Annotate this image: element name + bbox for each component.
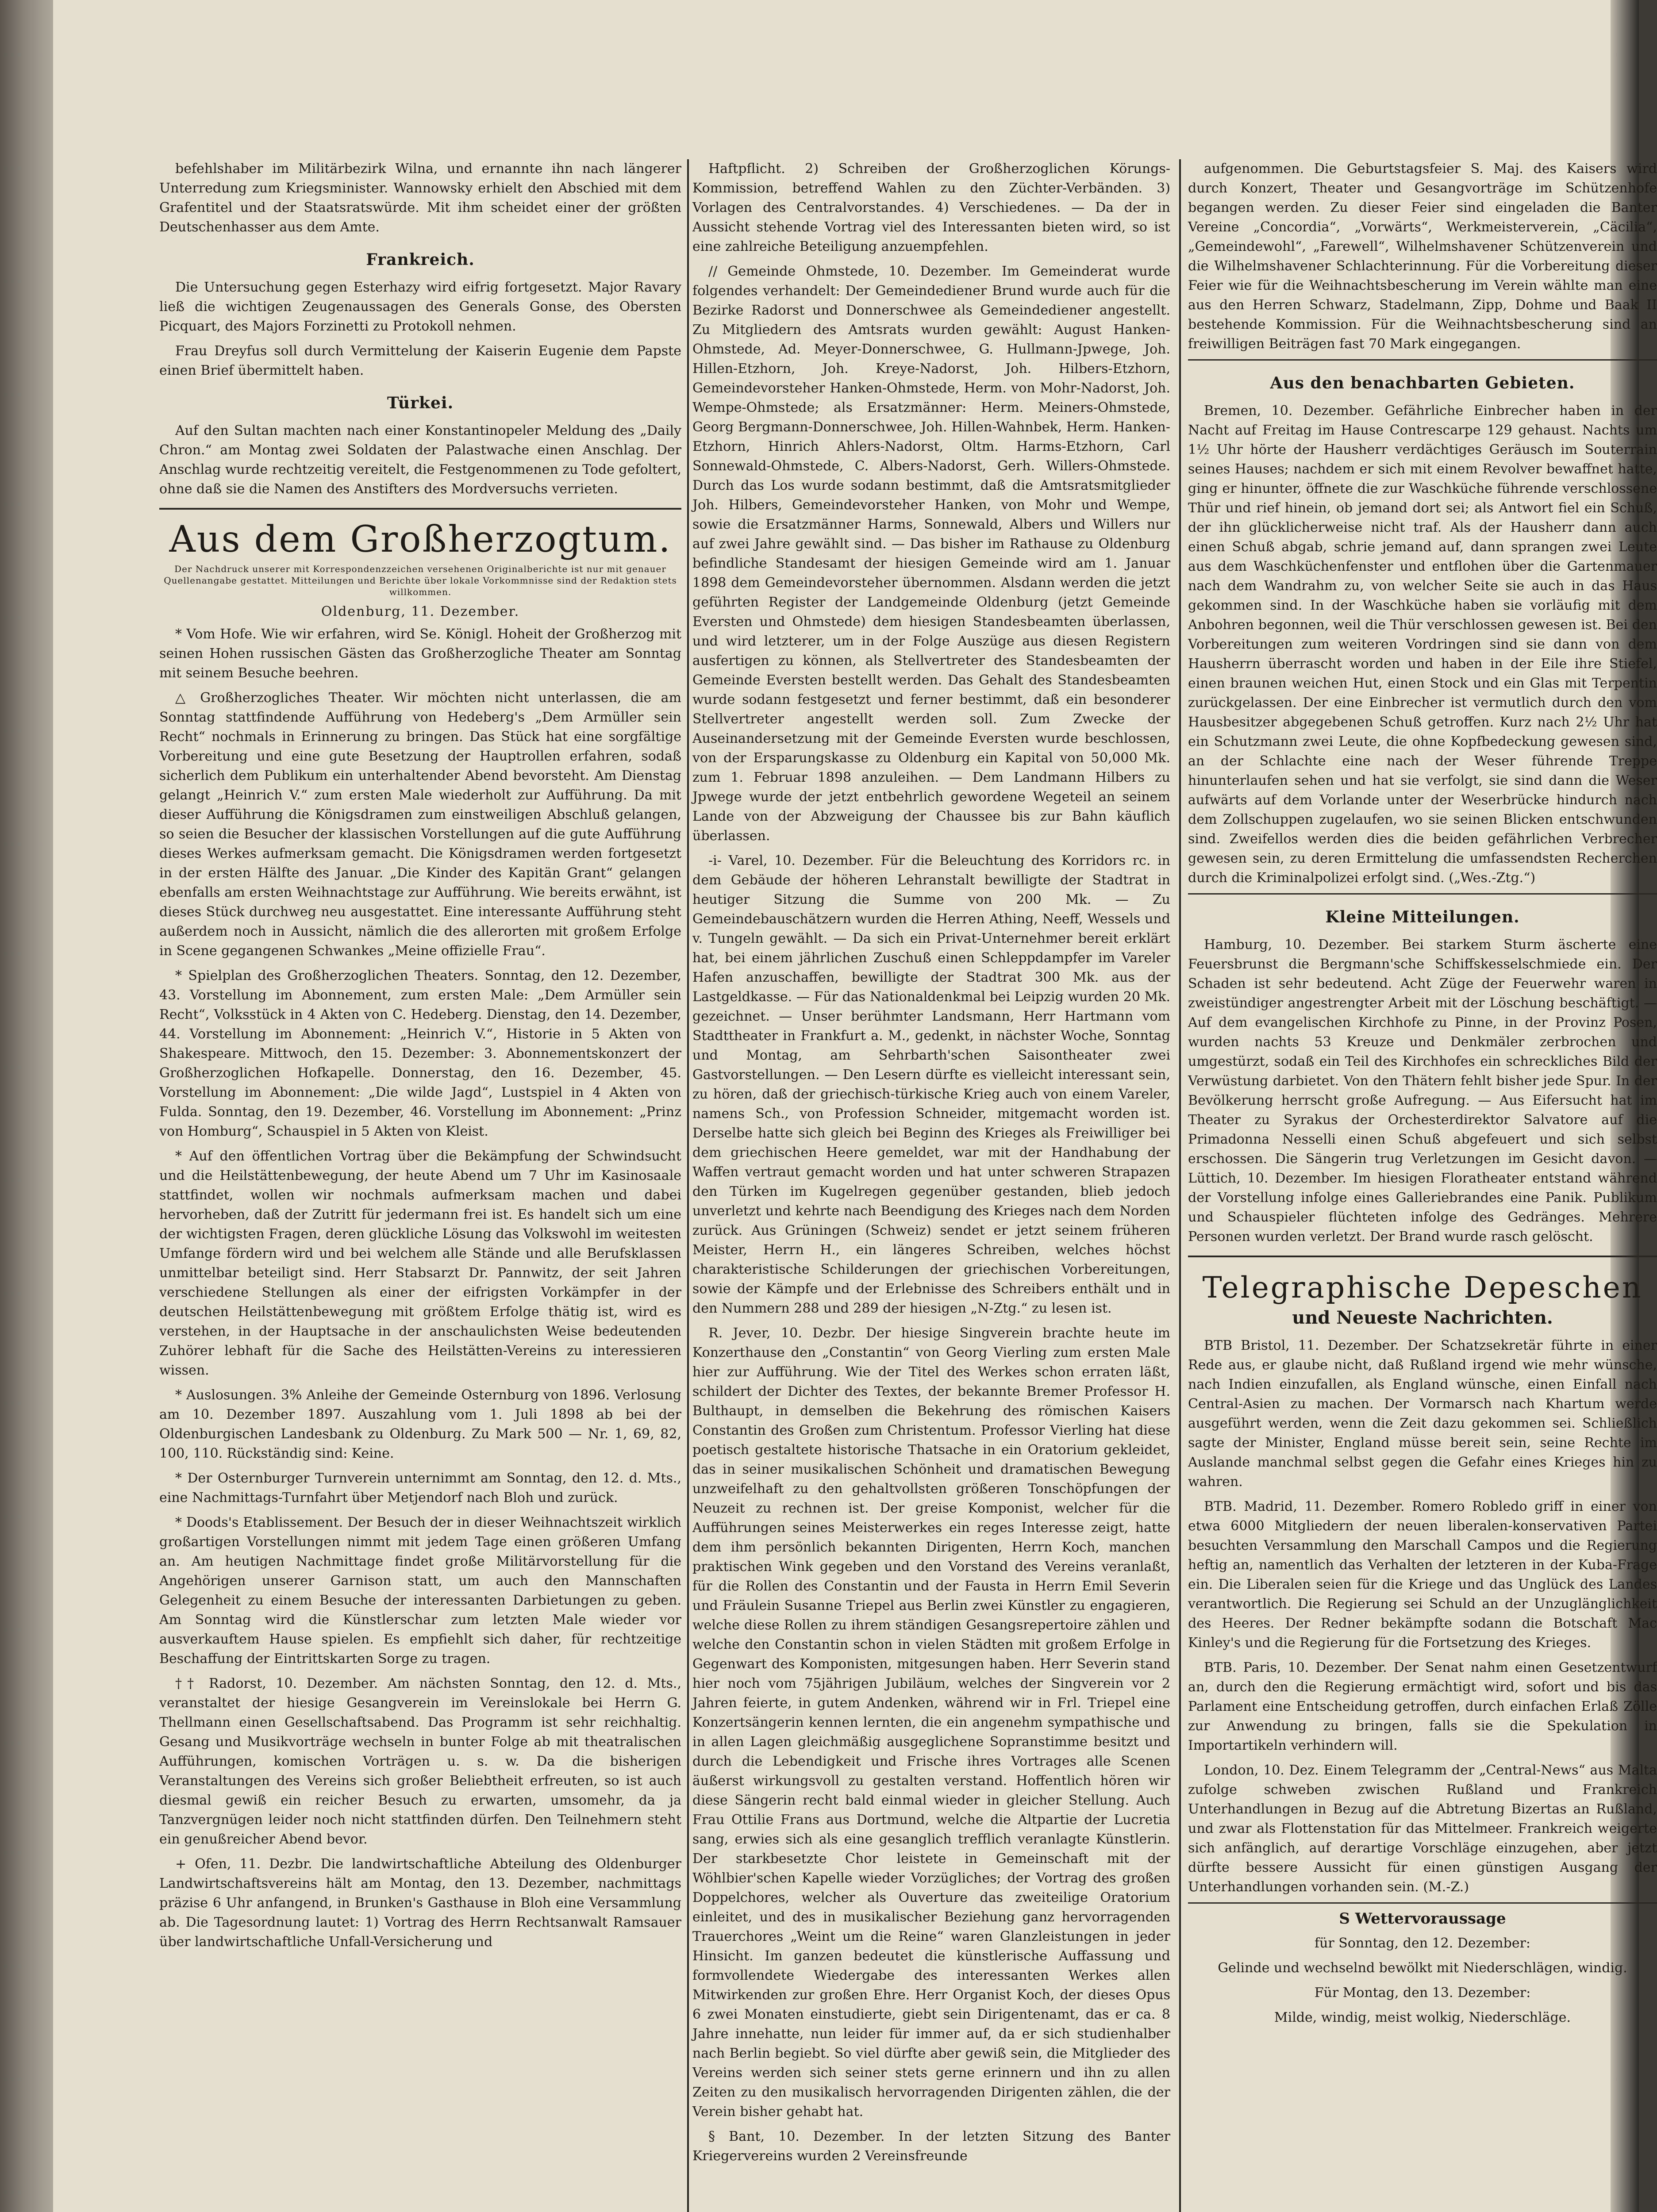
article-bant: § Bant, 10. Dezember. In der letzten Sitzung des Banter Kriegervereins wurden 2 Vereinsfreunde: [692, 2129, 1170, 2164]
article-theater: △ Großherzogliches Theater. Wir möchten nicht unterlassen, die am Sonntag stattfindende Aufführung von Hedeberg's „Dem Armüller sein Recht“ nochmals in Erinnerung zu bringen. Das Stück hat eine sorgfältige Vorbereitung und eine gute Besetzung der Hauptrollen erfahren, sodaß sicherlich dem Publikum ein unterhaltender Abend bevorsteht. Am Dienstag gelangt „Heinrich V.“ zum ersten Male wiederholt zur Aufführung. Da mit dieser Aufführung die Königsdramen zum einstweiligen Abschluß gelangen, so seien die Besucher der klassischen Vorstellungen auf die gute Aufführung dieses Werkes aufmerksam gemacht. Die Königsdramen werden fortgesetzt in der ersten Hälfte des Januar. „Die Kinder des Kapitän Grant“ gelangen ebenfalls am ersten Weihnachtstage zur Aufführung. Wie bereits erwähnt, ist dieses Stück durchweg neu ausgestattet. Eine interessante Aufführung steht außerdem noch in Aussicht, nämlich die des allerorten mit großem Erfolge in Scene gegangenen Schwankes „Meine offizielle Frau“.: [159, 690, 681, 959]
article-jever: R. Jever, 10. Dezbr. Der hiesige Singverein brachte heute im Konzerthause den „Constantin“ von Georg Vierling zum ersten Male hier zur Aufführung. Wie der Titel des Werkes schon erraten läßt, schildert der Dichter des Textes, der bekannte Bremer Professor H. Bulthaupt, in demselben die Bekehrung des römischen Kaisers Constantin des Großen zum Christentum. Professor Vierling hat diese poetisch gestaltete historische Thatsache in ein Oratorium gekleidet, das in seiner musikalischen Schönheit und dramatischen Bewegung unzweifelhaft zu den gehaltvollsten größeren Tonschöpfungen der Neuzeit zu rechnen ist. Der greise Komponist, welcher für die Aufführungen seines Meisterwerkes ein reges Interesse zeigt, hatte dem ihm persönlich bekannten Dirigenten, Herrn Koch, manchen praktischen Wink gegeben und den Vorstand des Vereins veranlaßt, für die Rollen des Constantin und der Fausta in Herrn Emil Severin und Fräulein Susanne Triepel aus Berlin zwei Künstler zu engagieren, welche diese Rollen zu ihrem ständigen Gesangsrepertoire zählen und welche den Constantin schon in vielen Städten mit großem Erfolge in Gegenwart des Komponisten, mitgesungen haben. Herr Severin stand hier noch vom 75jährigen Jubiläum, welches der Singverein vor 2 Jahren feierte, in gutem Andenken, während wir in Frl. Triepel eine Konzertsängerin kennen lernten, die ein angenehm sympathische und in allen Lagen gleichmäßig ausgeglichene Sopranstimme besitzt und durch die Lebendigkeit und Frische ihres Vortrages alle Scenen äußerst wirkungsvoll zu gestalten verstand. Hoffentlich hören wir diese Sängerin recht bald einmal wieder in gleicher Stellung. Auch Frau Ottilie Frans aus Dortmund, welche die Altpartie der Lucretia sang, erwies sich als eine gesanglich trefflich veranlagte Künstlerin. Der starkbesetzte Chor leistete in Gemeinschaft mit der Wöhlbier'schen Kapelle wieder Vorzügliches; der Vortrag des großen Doppelchores, welcher als Ouverture das zweiteilige Oratorium einleitet, und des in musikalischer Beziehung ganz hervorragenden Trauerchores „Weint um die Reine“ waren Glanzleistungen in jeder Hinsicht. Im ganzen bedeutet die künstlerische Auffassung und formvollendete Wiedergabe des interessanten Werkes allen Mitwirkenden zur großen Ehre. Herr Organist Koch, der dieses Opus 6 zwei Monaten einstudierte, giebt sein Dirigentenamt, das er ca. 8 Jahre innehatte, nun leider für immer auf, da er sich studienhalber nach Berlin begiebt. So viel dürfte aber gewiß sein, die Mitglieder des Vereins werden sich seiner stets gerne erinnern und ihn zu allen Zeiten zu den musikalisch hervorragenden Dirigenten zählen, die der Verein bisher gehabt hat.: [692, 1325, 1170, 2120]
article-bant-cont: aufgenommen. Die Geburtstagsfeier S. Maj. des Kaisers wird durch Konzert, Theater und Gesangvorträge im Schützenhofe begangen werden. Zu dieser Feier sind eingeladen die Banter Vereine „Concordia“, „Vorwärts“, Werkmeisterverein, „Cäcilia“, „Gemeindewohl“, „Farewell“, Wilhelmshavener Schützenverein und die Wilhelmshavener Schlachterinnung. Für die Vorbereitung dieser Feier wie für die Weihnachtsbescherung im Verein wählte man eine aus den Herren Schwarz, Stadelmann, Zipp, Dohme und Baak II bestehende Kommission. Für die Weihnachtsbescherung sind an freiwilligen Beiträgen fast 70 Mark eingegangen.: [1188, 161, 1657, 352]
article-paris: BTB. Paris, 10. Dezember. Der Senat nahm einen Gesetzentwurf an, durch den die Regierung ermächtigt wird, sofort und bis das Parlament eine Entscheidung getroffen, durch einfachen Erlaß Zölle zur Anwendung zu bringen, falls sie die Spekulation in Importartikeln verhindern will.: [1188, 1660, 1657, 1753]
column-middle: [692, 159, 1170, 2212]
article-kleine-mitteilungen: Hamburg, 10. Dezember. Bei starkem Sturm äscherte eine Feuersbrunst die Bergmann'sche Schiffskesselschmiede ein. Der Schaden ist sehr bedeutend. Acht Züge der Feuerwehr waren in zweistündiger angestrengter Arbeit mit der Löschung beschäftigt. — Auf dem evangelischen Kirchhofe zu Pinne, in der Provinz Posen, wurden nachts 53 Kreuze und Denkmäler zerbrochen und umgestürzt, sodaß ein Teil des Kirchhofes ein schreckliches Bild der Verwüstung darbietet. Von den Thätern fehlt bisher jede Spur. In der Bevölkerung herrscht große Aufregung. — Aus Eifersucht hat im Theater zu Syrakus der Orchesterdirektor Salvatore auf die Primadonna Nesselli einen Schuß abgefeuert und sich selbst erschossen. Die Sängerin trug Verletzungen im Gesicht davon. — Lüttich, 10. Dezember. Im hiesigen Floratheater entstand während der Vorstellung infolge eines Galleriebrandes eine Panik. Publikum und Schauspieler flüchteten infolge des Gedränges. Mehrere Personen wurden verletzt. Der Brand wurde rasch gelöscht.: [1188, 937, 1657, 1244]
article-russia-end: befehlshaber im Militärbezirk Wilna, und ernannte ihn nach längerer Unterredung zum Kriegsminister. Wannowsky erhielt den Abschied mit dem Grafentitel und der Staatsratswürde. Mit ihm scheidet einer der größten Deutschenhasser aus dem Amte.: [159, 161, 681, 235]
newspaper-page: [53, 0, 1657, 2212]
article-madrid: BTB. Madrid, 11. Dezember. Romero Robledo griff in einer von etwa 6000 Mitgliedern der neuen liberalen-konservativen Partei besuchten Versammlung den Marschall Campos und die Regierung heftig an, namentlich das Verhalten der letzteren in der Kuba-Frage ein. Die Liberalen seien für die Kriege und das Unglück des Landes verantwortlich. Die Regierung sei Schuld an der Unzuglänglichkeit des Heeres. Der Redner bekämpfte sodann die Botschaft Mac Kinley's und die Regierung für die Fortsetzung des Krieges.: [1188, 1499, 1657, 1651]
article-varel: -i- Varel, 10. Dezember. Für die Beleuchtung des Korridors rc. in dem Gebäude der höheren Lehranstalt bewilligte der Stadtrat in heutiger Sitzung die Summe von 200 Mk. — Zu Gemeindebauschätzern wurden die Herren Athing, Neeff, Wessels und v. Tungeln gewählt. — Da sich ein Privat-Unternehmer bereit erklärt hat, bei einem jährlichen Zuschuß einen Schleppdampfer im Vareler Hafen anzuschaffen, bewilligte der Stadtrat 300 Mk. aus der Lastgeldkasse. — Für das Nationaldenkmal bei Leipzig wurden 20 Mk. gezeichnet. — Unser berühmter Landsmann, Herr Hartmann vom Stadttheater in Frankfurt a. M., gedenkt, in nächster Woche, Sonntag und Montag, am Sehrbarth'schen Saisontheater zwei Gastvorstellungen. — Den Lesern dürfte es vielleicht interessant sein, zu hören, daß der griechisch-türkische Krieg auch von einem Vareler, namens Sch., von Profession Schneider, mitgemacht worden ist. Derselbe hatte sich gleich bei Beginn des Krieges als Freiwilliger bei dem griechischen Heere gemeldet, war mit der Handhabung der Waffen vertraut gemacht worden und hat unter schweren Strapazen den Türken im Kugelregen gegenüber gestanden, blieb jedoch unverletzt und kehrte nach Beendigung des Krieges nach dem Norden zurück. Aus Grüningen (Schweiz) sendet er jetzt seinem früheren Meister, Herrn H., ein längeres Schreiben, welches höchst charakteristische Schilderungen der griechischen Vorbereitungen, sowie der Kämpfe und der Erlebnisse des Schreibers enthält und in den Nummern 288 und 289 der hiesigen „N-Ztg.“ zu lesen ist.: [692, 853, 1170, 1316]
weather-forecast: [1188, 1909, 1657, 2028]
article-dreyfus: Frau Dreyfus soll durch Vermittelung der Kaiserin Eugenie dem Papste einen Brief übermittelt haben.: [159, 343, 681, 378]
weather-sunday-label: für Sonntag, den 12. Dezember:: [1314, 1936, 1531, 1951]
article-ofen: + Ofen, 11. Dezbr. Die landwirtschaftliche Abteilung des Oldenburger Landwirtschaftsvereins hält am Montag, den 13. Dezember, nachmittags präzise 6 Uhr anfangend, in Brunken's Gasthause in Bloh eine Versammlung ab. Die Tagesordnung lautet: 1) Vortrag des Herrn Rechtsanwalt Ramsauer über landwirtschaftliche Unfall-Versicherung und: [159, 1856, 681, 1950]
weather-heading: S Wettervoraussage: [1339, 1910, 1506, 1928]
weather-monday-text: Milde, windig, meist wolkig, Niederschläge.: [1274, 2010, 1571, 2025]
article-spielplan: * Spielplan des Großherzoglichen Theaters. Sonntag, den 12. Dezember, 43. Vorstellung im Abonnement, zum ersten Male: „Dem Armüller sein Recht“, Volksstück in 4 Akten von C. Hedeberg. Dienstag, den 14. Dezember, 44. Vorstellung im Abonnement: „Heinrich V.“, Historie in 5 Akten von Shakespeare. Mittwoch, den 15. Dezember: 3. Abonnementskonzert der Großherzoglichen Hofkapelle. Donnerstag, den 16. Dezember, 45. Vorstellung im Abonnement: „Die wilde Jagd“, Lustspiel in 4 Akten von Fulda. Sonntag, den 19. Dezember, 46. Vorstellung im Abonnement: „Prinz von Homburg“, Schauspiel in 5 Akten von Kleist.: [159, 968, 681, 1139]
section-title-grossherzogtum: Aus dem Großherzogtum.: [169, 518, 672, 561]
section-divider: [159, 508, 681, 510]
heading-kleine: Kleine Mitteilungen.: [1325, 908, 1520, 926]
divider: [1188, 359, 1657, 361]
article-bristol: BTB Bristol, 11. Dezember. Der Schatzsekretär führte in einer Rede aus, er glaube nicht, daß Rußland irgend wie mehr wünsche, nach Indien einzufallen, als England wünsche, einen Einfall nach Central-Asien zu machen. Der Vormarsch nach Khartum werde ausgeführt werden, wenn die Zeit dazu gekommen sei. Schließlich sagte der Minister, England müsse bereit sein, seine Rechte im Auslande manchmal selbst gegen die Gefahr eines Krieges hin zu wahren.: [1188, 1338, 1657, 1490]
article-vom-hofe: * Vom Hofe. Wie wir erfahren, wird Se. Königl. Hoheit der Großherzog mit seinen Hohen russischen Gästen das Großherzogliche Theater am Sonntag mit seinem Besuche beehren.: [159, 626, 681, 681]
reprint-notice: Der Nachdruck unserer mit Korrespondenzzeichen versehenen Originalberichte ist nur mit genauer Quellenangabe gestattet. Mitteilungen und Berichte über lokale Vorkommnisse sind der Redaktion stets willkommen.: [164, 564, 677, 597]
article-turnverein: * Der Osternburger Turnverein unternimmt am Sonntag, den 12. d. Mts., eine Nachmittags-Turnfahrt über Metjendorf nach Bloh und zurück.: [159, 1471, 681, 1505]
scan-page-edge-left: [0, 0, 62, 2212]
article-frankreich: Die Untersuchung gegen Esterhazy wird eifrig fortgesetzt. Major Ravary ließ die wichtigen Zeugenaussagen des Generals Gonse, des Obersten Picquart, des Majors Forzinetti zu Protokoll nehmen.: [159, 280, 681, 334]
divider: [1188, 1902, 1657, 1904]
weather-monday-label: Für Montag, den 13. Dezember:: [1314, 1985, 1531, 2001]
section-title-telegraphische: Telegraphische Depeschen: [1202, 1271, 1643, 1305]
article-london: London, 10. Dez. Einem Telegramm der „Central-News“ aus Malta zufolge schweben zwischen Rußland und Frankreich Unterhandlungen in Bezug auf die Abtretung Bizertas an Rußland, und zwar als Flottenstation für das Mittelmeer. Frankreich weigerte sich anfänglich, auf derartige Vorschläge einzugehen, aber jetzt dürfte bessere Aussicht für einen günstigen Ausgang der Unterhandlungen vorhanden sein. (M.-Z.): [1188, 1763, 1657, 1895]
heading-tuerkei: Türkei.: [387, 394, 454, 412]
column-right: [1188, 159, 1657, 2039]
weather-sunday-text: Gelinde und wechselnd bewölkt mit Niederschlägen, windig.: [1218, 1960, 1627, 1976]
article-vortrag: * Auf den öffentlichen Vortrag über die Bekämpfung der Schwindsucht und die Heilstättenbewegung, der heute Abend um 7 Uhr im Kasinosaale stattfindet, wollen wir nochmals aufmerksam machen und dabei hervorheben, daß der Zutritt für jedermann frei ist. Es handelt sich um eine der wichtigsten Fragen, deren glückliche Lösung das Volkswohl im weitesten Umfange fördern wird und bei welchem alle Stände und alle Berufsklassen unmittelbar beteiligt sind. Herr Stabsarzt Dr. Pannwitz, der seit Jahren verschiedene Stellungen als einer der eifrigsten Vorkämpfer in der deutschen Heilstättenbewegung mit größtem Erfolge thätig ist, wird es verstehen, in der Hauptsache in der anschaulichsten Weise bedeutenden Zuhörer lebhaft für die Sache des Heilstätten-Vereins zu interessieren wissen.: [159, 1148, 681, 1378]
article-doods: * Doods's Etablissement. Der Besuch der in dieser Weihnachtszeit wirklich großartigen Vorstellungen nimmt mit jedem Tage einen größeren Umfang an. Am heutigen Nachmittage findet große Militärvorstellung für die Angehörigen unserer Garnison statt, um auch den Mannschaften Gelegenheit zu einem Besuche der interessanten Darbietungen zu geben. Am Sonntag wird die Künstlerschar zum letzten Male wieder vor ausverkauftem Hause spielen. Es empfiehlt sich daher, für rechtzeitige Beschaffung der Eintrittskarten Sorge zu tragen.: [159, 1515, 681, 1667]
article-bremen: Bremen, 10. Dezember. Gefährliche Einbrecher haben in der Nacht auf Freitag im Hause Contrescarpe 129 gehaust. Nachts um 1½ Uhr hörte der Hausherr verdächtiges Geräusch im Souterrain seines Hauses; nachdem er sich mit einem Revolver bewaffnet hatte, ging er hinunter, öffnete die zur Waschküche führende verschlossene Thür und rief hinein, ob jemand dort sei; als Antwort fiel ein Schuß, der ihn glücklicherweise nicht traf. Als der Hausherr dann auch einen Schuß abgab, schrie jemand auf, dann sprangen zwei Leute aus dem Waschküchenfenster und entflohen über die Gartenmauer nach dem Wandrahm zu, von welcher Seite sie auch in das Haus gekommen sind. In der Waschküche haben sie vorläufig mit dem Anbohren begonnen, weil die Thür verschlossen gewesen ist. Bei den Vorbereitungen zum weiteren Vordringen sind sie dann von dem Hausherrn überrascht worden und haben in der Eile ihre Stiefel, einen braunen weichen Hut, einen Stock und ein Glas mit Terpentin zurückgelassen. Der eine Einbrecher ist vermutlich durch den vom Hausbesitzer abgegebenen Schuß getroffen. Kurz nach 2½ Uhr hat ein Schutzmann zwei Leute, die ohne Kopfbedeckung gewesen sind, an der Schlachte eine nach der Weser führende Treppe hinunterlaufen sehen und hat sie verfolgt, sie sind dann die Weser aufwärts auf dem Vorlande unter der Weserbrücke hindurch nach dem Zollschuppen zugelaufen, wo sie seinen Blicken entschwunden sind. Zweifellos werden dies die beiden gefährlichen Verbrecher gewesen sein, zu deren Ermittelung die umfassendsten Recherchen durch die Kriminalpolizei erfolgt sind. („Wes.-Ztg.“): [1188, 403, 1657, 886]
article-auslosungen: * Auslosungen. 3% Anleihe der Gemeinde Osternburg von 1896. Verlosung am 10. Dezember 1897. Auszahlung vom 1. Juli 1898 ab bei der Oldenburgischen Landesbank zu Oldenburg. Zu Mark 500 — Nr. 1, 69, 82, 100, 110. Rückständig sind: Keine.: [159, 1387, 681, 1461]
dateline-oldenburg: Oldenburg, 11. Dezember.: [321, 604, 520, 619]
column-left: [159, 159, 681, 2212]
column-rule-1: [687, 159, 689, 2212]
heading-frankreich: Frankreich.: [366, 250, 475, 269]
article-tuerkei: Auf den Sultan machten nach einer Konstantinopeler Meldung des „Daily Chron.“ am Montag zwei Soldaten der Palastwache einen Anschlag. Der Anschlag wurde rechtzeitig vereitelt, die Festgenommenen zu Tode gefoltert, ohne daß sie die Namen des Anstifters des Mordversuchs verrieten.: [159, 423, 681, 497]
heading-nachbar: Aus den benachbarten Gebieten.: [1270, 374, 1575, 392]
article-ohmstede: // Gemeinde Ohmstede, 10. Dezember. Im Gemeinderat wurde folgendes verhandelt: Der Gemeindediener Brund wurde auch für die Bezirke Radorst und Donnerschwee als Gemeindediener angestellt. Zu Mitgliedern des Amtsrats wurden gewählt: August Hanken-Ohmstede, Ad. Meyer-Donnerschwee, G. Hullmann-Jpwege, Joh. Hillen-Etzhorn, Joh. Kreye-Nadorst, Joh. Hilbers-Etzhorn, Gemeindevorsteher Hanken-Ohmstede, Herm. von Mohr-Nadorst, Joh. Wempe-Ohmstede; als Ersatzmänner: Herm. Meiners-Ohmstede, Georg Bergmann-Donnerschwee, Joh. Hillen-Wahnbek, Herm. Hanken-Etzhorn, Hinrich Ahlers-Nadorst, Oltm. Harms-Etzhorn, Carl Sonnewald-Ohmstede, C. Albers-Nadorst, Gerh. Willers-Ohmstede. Durch das Los wurde sodann bestimmt, daß die Amtsratsmitglieder Joh. Hilbers, Gemeindevorsteher Hanken, von Mohr und Wempe, sowie die Ersatzmänner Harms, Sonnewald, Albers und Willers nur auf zwei Jahre gewählt sind. — Das bisher im Rathause zu Oldenburg befindliche Standesamt der hiesigen Gemeinde wird am 1. Januar 1898 dem Gemeindevorsteher übernommen. Alsdann werden die jetzt geführten Register der Landgemeinde Oldenburg (jetzt Gemeinde Eversten und Ohmstede) dem hiesigen Standesbeamten überlassen, und wird letzterer, um in der Folge Auszüge aus diesen Registern ausfertigen zu können, als Stellvertreter des Standesbeamten der Gemeinde Eversten bestellt werden. Das Gehalt des Standesbeamten wurde sodann festgesetzt und ferner bestimmt, daß ein besonderer Stellvertreter angestellt werden soll. Zum Zwecke der Auseinandersetzung mit der Gemeinde Eversten wurde beschlossen, von der Ersparungskasse zu Oldenburg ein Kapital von 50,000 Mk. zum 1. Februar 1898 anzuleihen. — Dem Landmann Hilbers zu Jpwege wurde der jetzt entbehrlich gewordene Wegeteil an seinem Lande von der Abzweigung der Chaussee bis zur Bahn käuflich überlassen.: [692, 264, 1170, 844]
column-rule-2: [1179, 159, 1181, 2212]
section-divider: [1188, 1256, 1657, 1257]
article-ofen-cont: Haftpflicht. 2) Schreiben der Großherzoglichen Körungs-Kommission, betreffend Wahlen zu den Züchter-Verbänden. 3) Vorlagen des Centralvorstandes. 4) Verschiedenes. — Da der in Aussicht stehende Vortrag viel des Interessanten bieten wird, so ist eine zahlreiche Beteiligung anzuempfehlen.: [692, 161, 1170, 254]
section-subtitle-nachrichten: und Neueste Nachrichten.: [1292, 1307, 1553, 1328]
divider: [1188, 893, 1657, 895]
article-radorst: †† Radorst, 10. Dezember. Am nächsten Sonntag, den 12. d. Mts., veranstaltet der hiesige Gesangverein im Vereinslokale bei Herrn G. Thellmann einen Gesellschaftsabend. Das Programm ist sehr reichhaltig. Gesang und Musikvorträge wechseln in bunter Folge ab mit theatralischen Aufführungen, komischen Vorträgen u. s. w. Da die bisherigen Veranstaltungen des Vereins sich großer Beliebtheit erfreuten, so ist auch diesmal gewiß ein reicher Besuch zu erwarten, umsomehr, da ja Tanzvergnügen leider noch nicht stattfinden dürfen. Den Teilnehmern steht ein genußreicher Abend bevor.: [159, 1676, 681, 1847]
